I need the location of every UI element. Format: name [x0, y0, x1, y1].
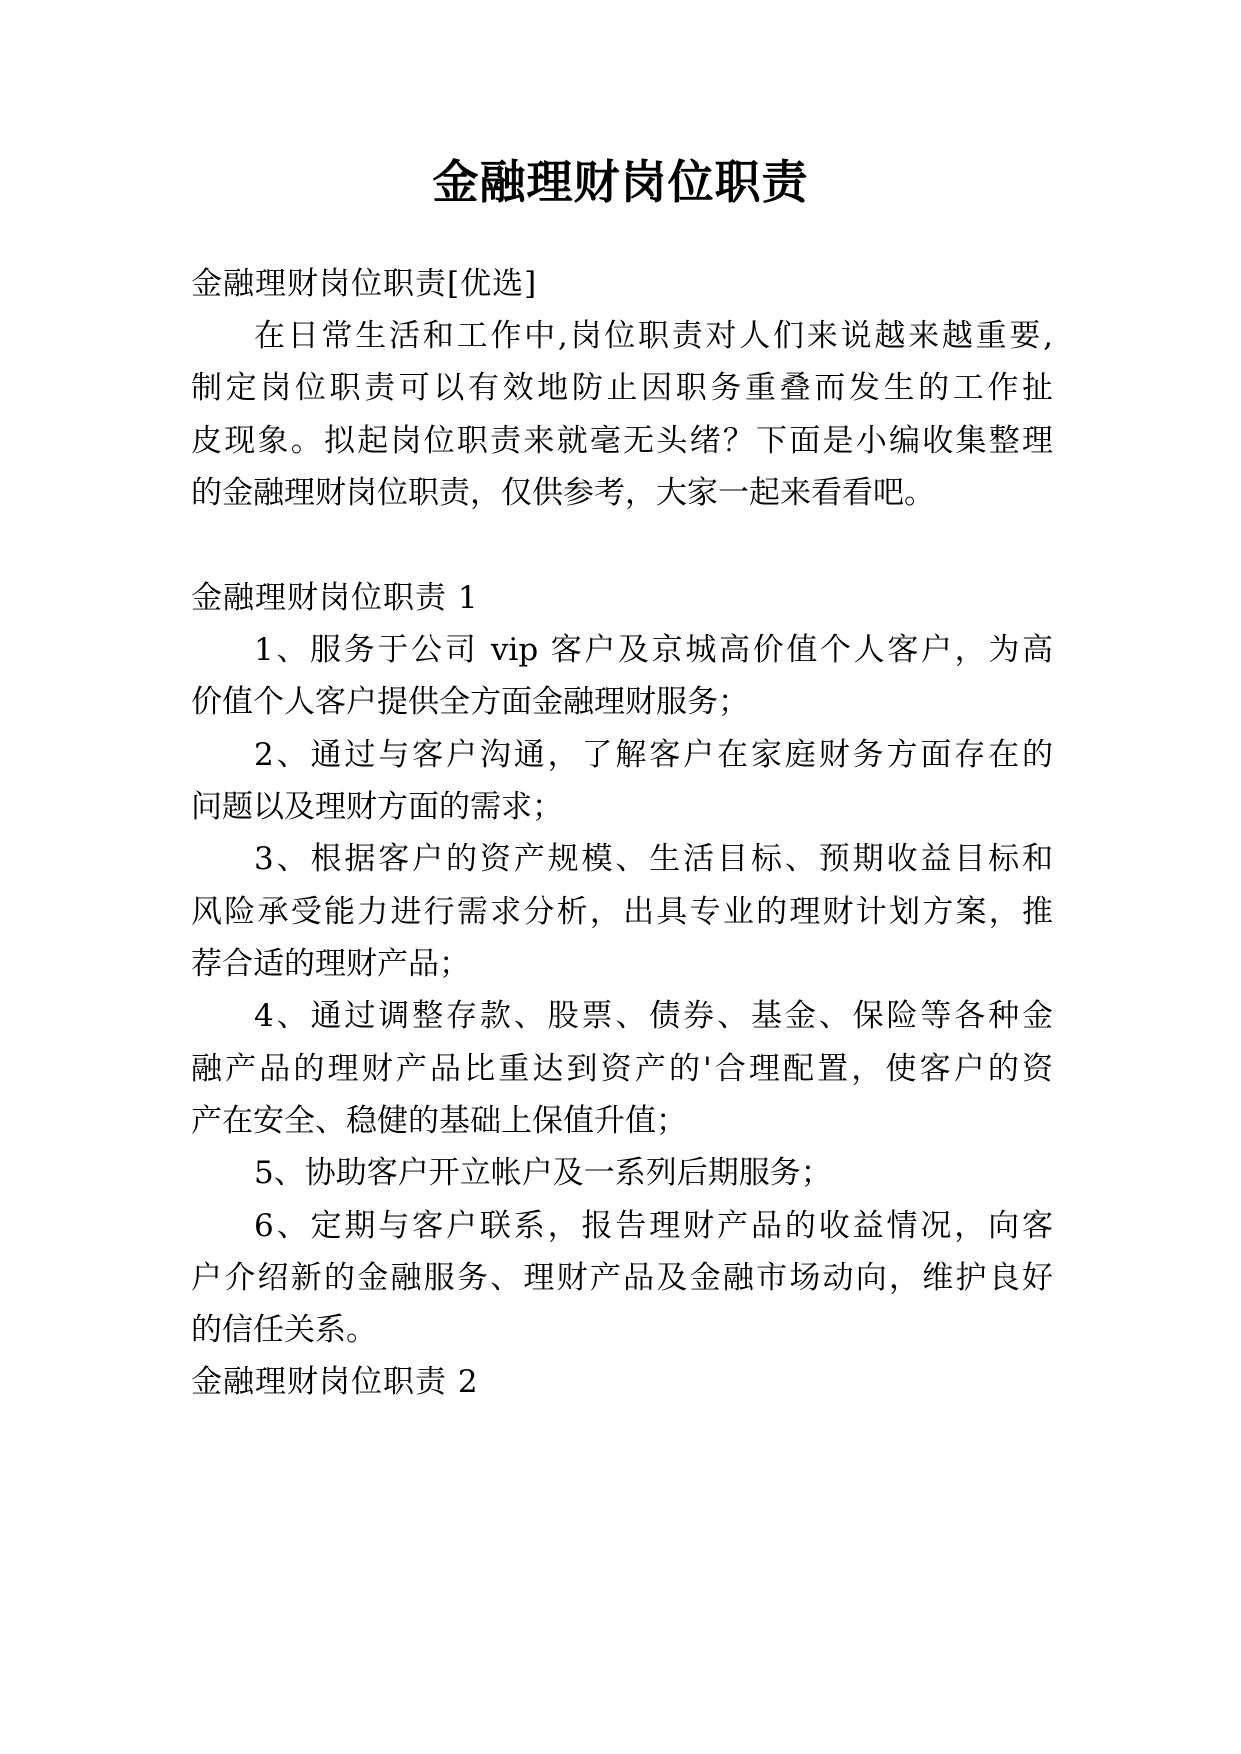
section-1-line: 产在安全、稳健的基础上保值升值；: [191, 1103, 687, 1139]
section-1-line: 6、定期与客户联系，报告理财产品的收益情况，向客: [254, 1208, 1053, 1244]
section-1-line: 融产品的理财产品比重达到资产的'合理配置，使客户的资: [191, 1051, 1053, 1087]
intro-line-2: 制定岗位职责可以有效地防止因职务重叠而发生的工作扯: [191, 370, 1053, 406]
intro-line-4: 的金融理财岗位职责，仅供参考，大家一起来看看吧。: [191, 475, 935, 511]
section-1-line: 户介绍新的金融服务、理财产品及金融市场动向，维护良好: [191, 1260, 1053, 1296]
section-1-line: 1、服务于公司 vip 客户及京城高价值个人客户，为高: [254, 632, 1053, 668]
section-1-line: 问题以及理财方面的需求；: [191, 789, 563, 825]
section-1-line: 5、协助客户开立帐户及一系列后期服务；: [254, 1155, 832, 1191]
section-1-line: 价值个人客户提供全方面金融理财服务；: [191, 684, 749, 720]
section-1-line: 3、根据客户的资产规模、生活目标、预期收益目标和: [254, 841, 1053, 877]
section-1-line: 荐合适的理财产品；: [191, 946, 470, 982]
subtitle: 金融理财岗位职责[优选]: [191, 266, 538, 302]
section-2-heading: 金融理财岗位职责 2: [191, 1364, 479, 1400]
intro-line-3: 皮现象。拟起岗位职责来就毫无头绪？下面是小编收集整理: [191, 423, 1053, 459]
document-title: 金融理财岗位职责: [432, 155, 809, 209]
intro-line-1: 在日常生活和工作中,岗位职责对人们来说越来越重要,: [254, 318, 1053, 354]
section-1-line: 4、通过调整存款、股票、债券、基金、保险等各种金: [254, 998, 1053, 1034]
section-1-line: 风险承受能力进行需求分析，出具专业的理财计划方案，推: [191, 894, 1053, 930]
section-1-line: 2、通过与客户沟通，了解客户在家庭财务方面存在的: [254, 737, 1053, 773]
section-1-line: 的信任关系。: [191, 1312, 377, 1348]
section-1-heading: 金融理财岗位职责 1: [191, 580, 479, 616]
